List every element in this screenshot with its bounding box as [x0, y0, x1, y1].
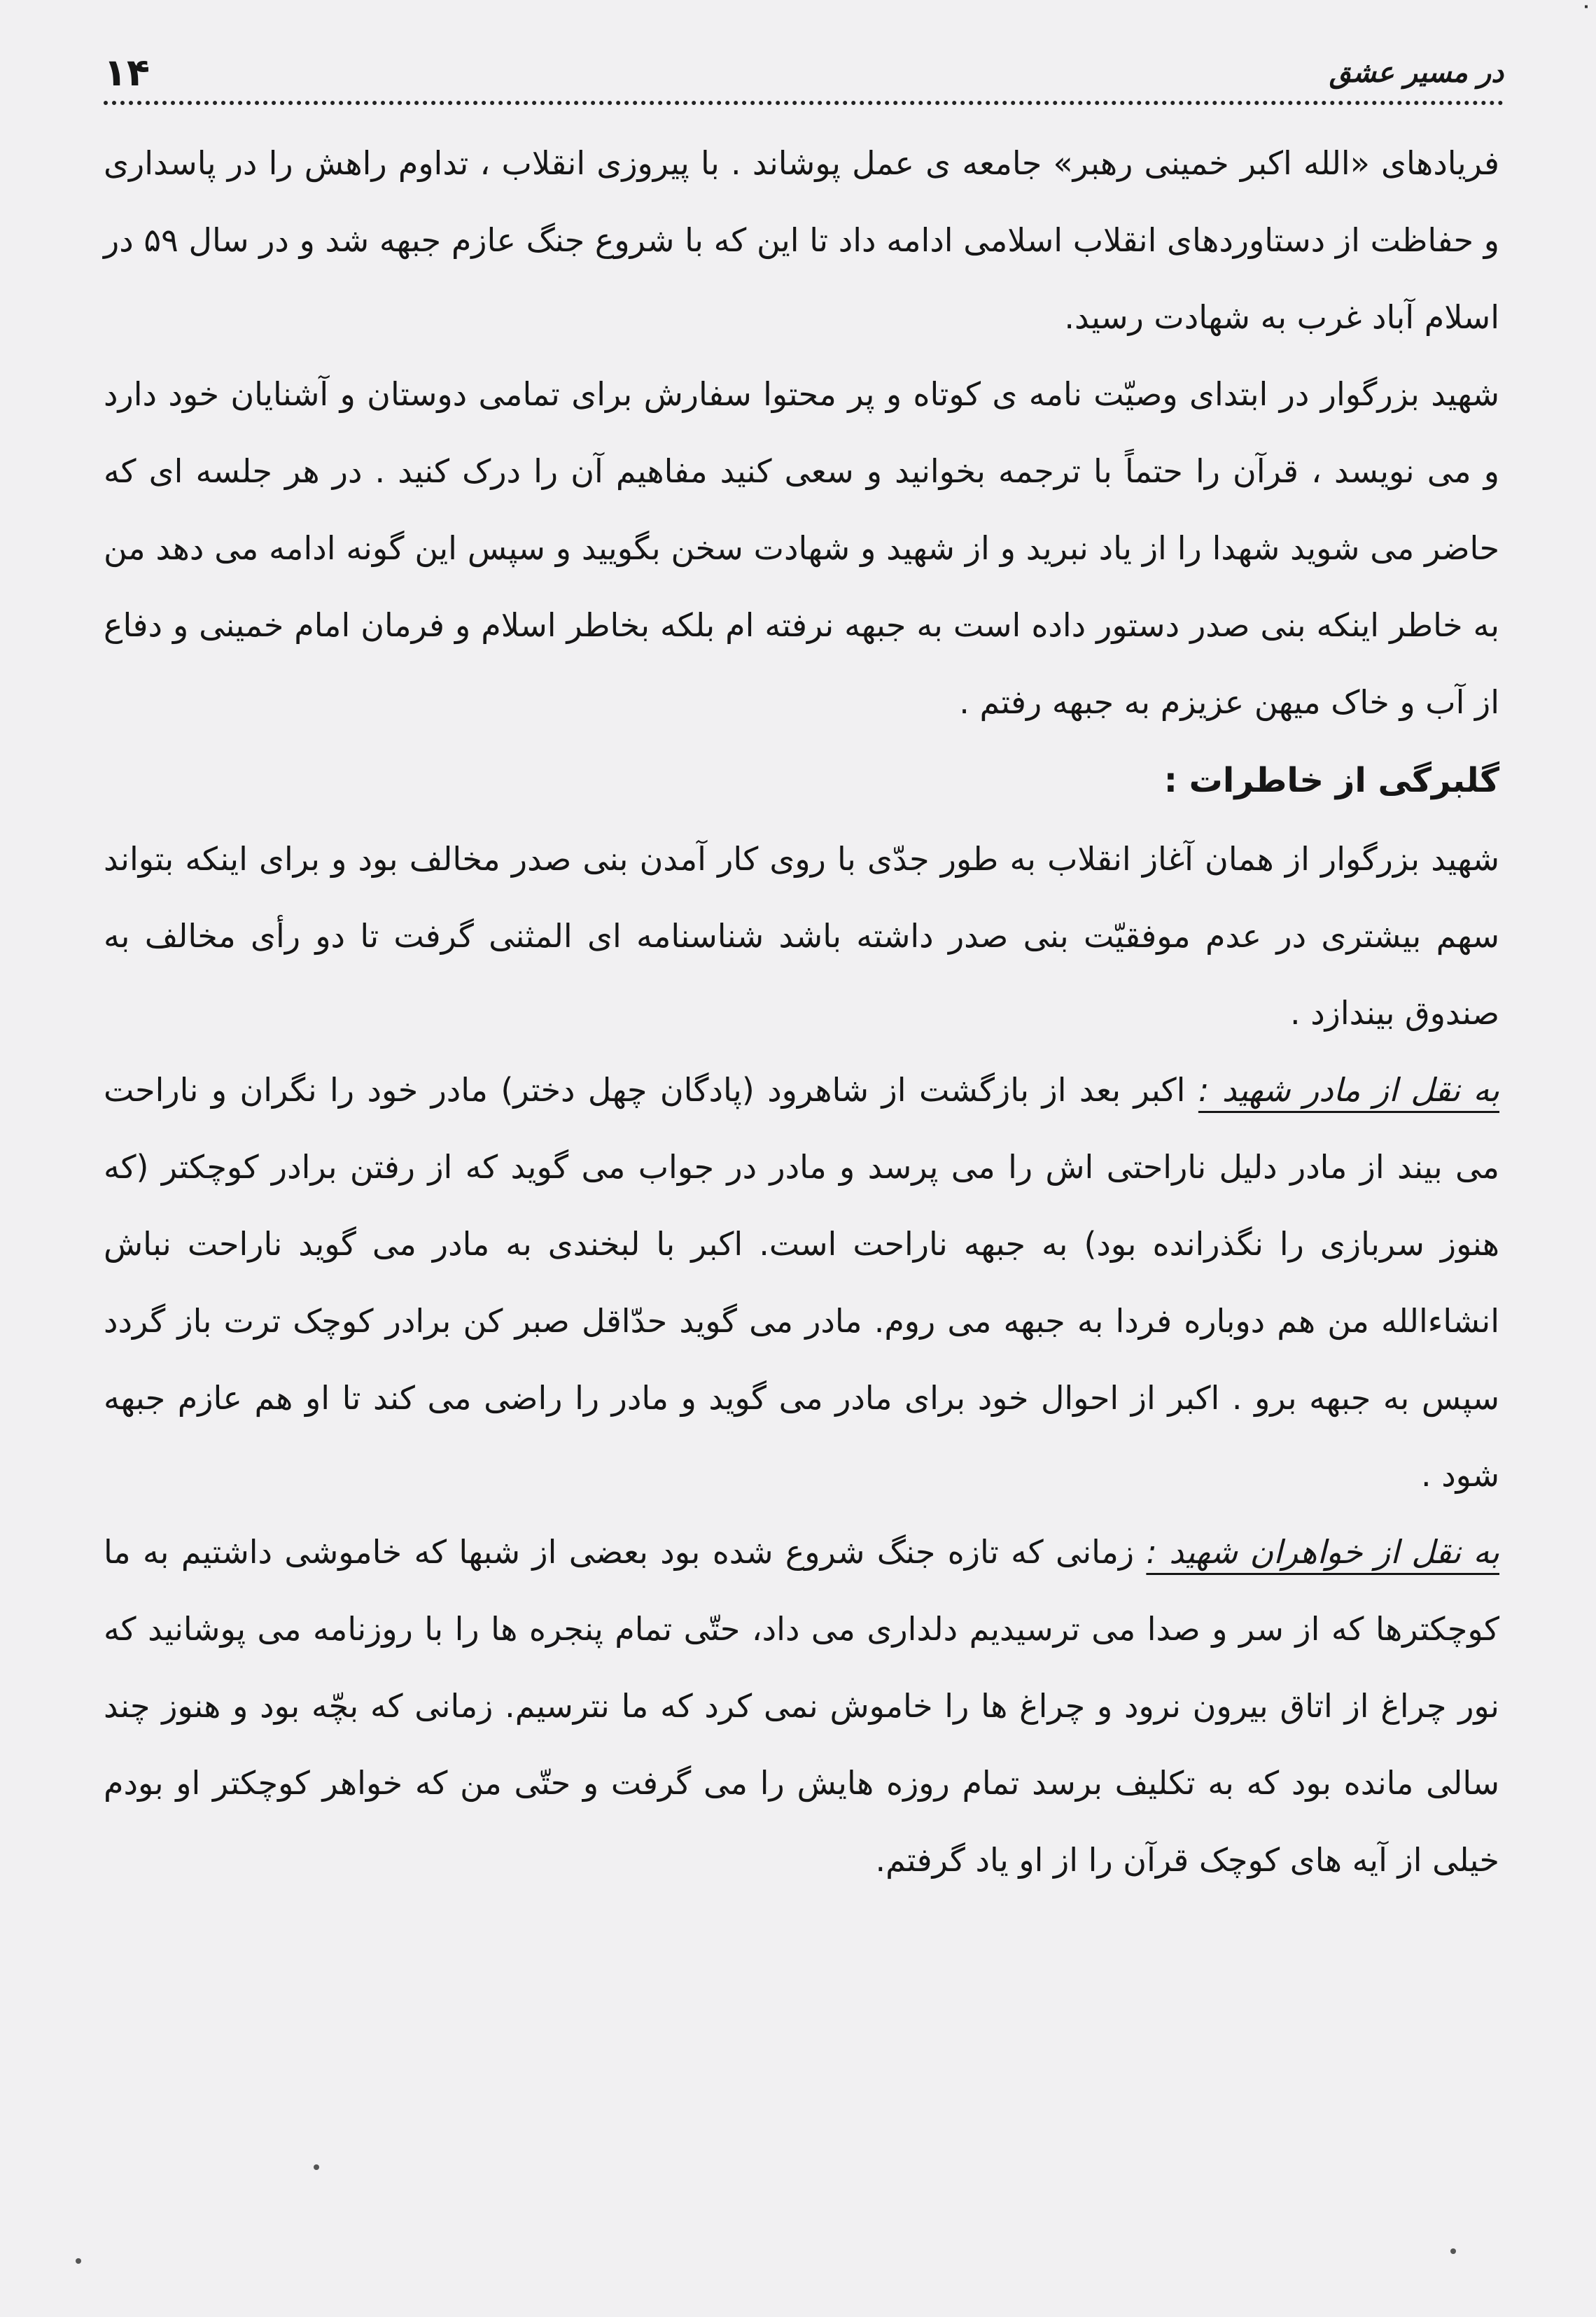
scan-speck	[1450, 2248, 1456, 2254]
header-dotted-rule	[104, 101, 1504, 105]
paragraph-4-text: اکبر بعد از بازگشت از شاهرود (پادگان چهل دختر) مادر خود را نگران و ناراحت می بیند از مادر دلیل ناراحتی اش را می پرسد و مادر در جواب می گوید که از رفتن برادر کوچکتر (که هنوز سربازی را نگذرانده بود) به جبهه ناراحت است. اکبر با لبخندی به مادر می گوید ناراحت نباش انشاءالله من هم دوباره فردا به جبهه می روم. مادر می گوید حدّاقل صبر کن برادر کوچک ترت باز گردد سپس به جبهه برو . اکبر از احوال خود برای مادر می گوید و مادر را راضی می کند تا او هم عازم جبهه شود .	[104, 1071, 1499, 1494]
narrator-label-sisters: به نقل از خواهران شهید :	[1146, 1533, 1499, 1571]
paragraph-5-text: زمانی که تازه جنگ شروع شده بود بعضی از شبها که خاموشی داشتیم به ما کوچکترها که از سر و صدا می ترسیدیم دلداری می داد، حتّی تمام پنجره ها را با روزنامه می پوشانید که نور چراغ از اتاق بیرون نرود و چراغ ها را خاموش نمی کرد که ما نترسیم. زمانی که بچّه بود و هنوز چند سالی مانده بود که به تکلیف برسد تمام روزه هایش را می گرفت و حتّی من که خواهر کوچکتر او بودم خیلی از آیه های کوچک قرآن را از او یاد گرفتم.	[104, 1533, 1499, 1879]
paragraph-5	[104, 1513, 1499, 1898]
section-heading: گلبرگی از خاطرات :	[1163, 761, 1499, 800]
page-number: ۱۴	[104, 50, 150, 94]
paragraph-2: شهید بزرگوار در ابتدای وصیّت نامه ی کوتاه و پر محتوا سفارش برای تمامی دوستان و آشنایان خود دارد و می نویسد ، قرآن را حتماً با ترجمه بخوانید و سعی کنید مفاهیم آن را درک کنید . در هر جلسه ای که حاضر می شوید شهدا را از یاد نبرید و از شهید و شهادت سخن بگویید و سپس این گونه ادامه می دهد من به خاطر اینکه بنی صدر دستور داده است به جبهه نرفته ام بلکه بخاطر اسلام و فرمان امام خمینی و دفاع از آب و خاک میهن عزیزم به جبهه رفتم .	[104, 375, 1499, 721]
page-body	[104, 125, 1499, 1898]
scan-speck	[76, 2258, 81, 2264]
paragraph-4	[104, 1051, 1499, 1513]
running-title: در مسیر عشق	[1329, 57, 1504, 89]
paragraph-1: فریادهای «الله اکبر خمینی رهبر» جامعه ی عمل پوشاند . با پیروزی انقلاب ، تداوم راهش را در پاسداری و حفاظت از دستاوردهای انقلاب اسلامی ادامه داد تا این که با شروع جنگ عازم جبهه شد و در سال ۵۹ در اسلام آباد غرب به شهادت رسید.	[104, 144, 1499, 336]
scan-speck	[314, 2164, 319, 2170]
narrator-label-mother: به نقل از مادر شهید :	[1198, 1071, 1500, 1109]
page-header	[104, 43, 1504, 102]
page-corner-mark: ˙	[1579, 1, 1593, 34]
paragraph-3: شهید بزرگوار از همان آغاز انقلاب به طور جدّی با روی کار آمدن بنی صدر مخالف بود و برای اینکه بتواند سهم بیشتری در عدم موفقیّت بنی صدر داشته باشد شناسنامه ای المثنی گرفت تا دو رأی مخالف به صندوق بیندازد .	[104, 840, 1499, 1032]
